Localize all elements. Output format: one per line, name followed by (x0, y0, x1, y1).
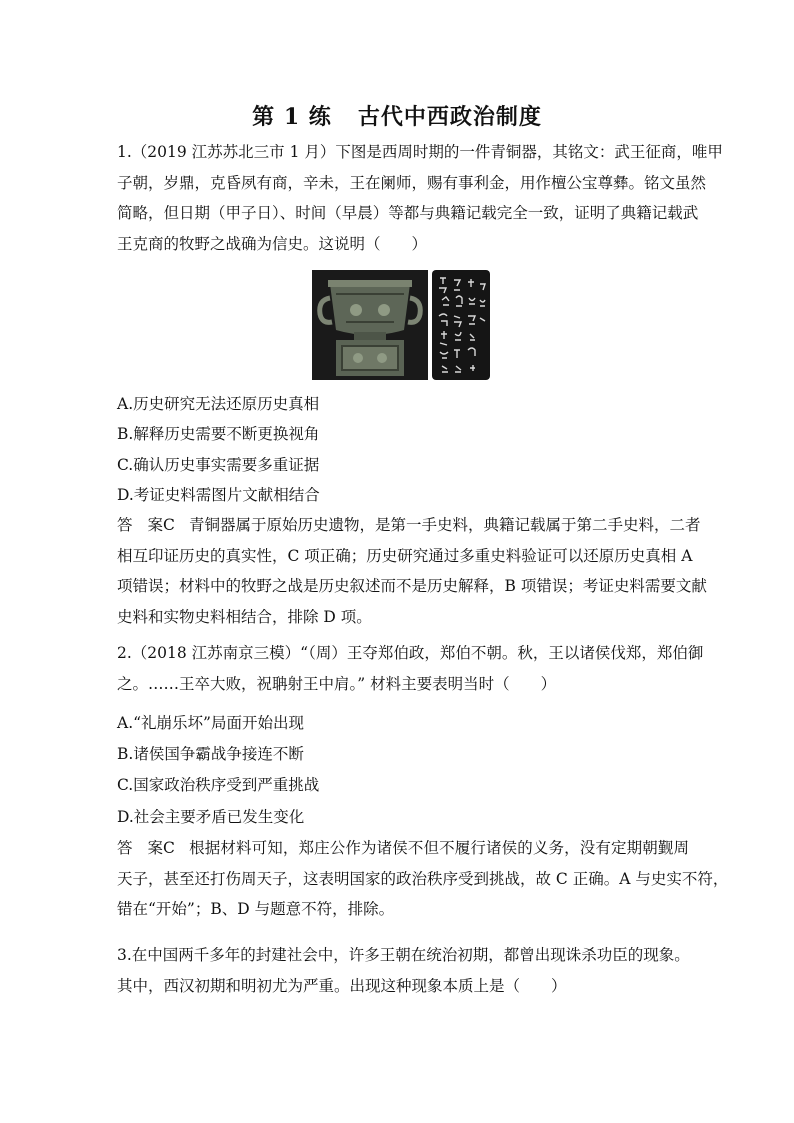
q1-stem-line: 简略，但日期（甲子日）、时间（早晨）等都与典籍记载完全一致，证明了典籍记载武 (117, 204, 699, 222)
q2-option-d: D.社会主要矛盾已发生变化 (117, 808, 305, 826)
q2-stem-line: 2.（2018 江苏南京三模）“（周）王夺郑伯政，郑伯不朝。秋，王以诸侯伐郑，郑伯御 (117, 644, 704, 662)
bronze-vessel-figure (312, 270, 490, 380)
bronze-vessel-photo (312, 270, 428, 380)
question-2-stem (117, 638, 704, 699)
lesson-number: 第 1 练 (252, 104, 332, 130)
q1-explanation-line: 史料和实物史料相结合，排除 D 项。 (117, 607, 372, 626)
q1-option-a: A.历史研究无法还原历史真相 (117, 395, 320, 413)
q1-stem-line: 1.（2019 江苏苏北三市 1 月）下图是西周时期的一件青铜器，其铭文：武王征商，唯甲 (117, 143, 723, 161)
q1-explanation-line: 项错误；材料中的牧野之战是历史叙述而不是历史解释，B 项错误；考证史料需要文献 (117, 577, 707, 595)
question-1-stem (117, 137, 723, 259)
lesson-topic: 古代中西政治制度 (357, 104, 542, 130)
q1-option-d: D.考证史料需图片文献相结合 (117, 486, 320, 504)
q1-option-b: B.解释历史需要不断更换视角 (117, 425, 320, 443)
q1-answer (117, 510, 707, 632)
q3-stem-line: 3.在中国两千多年的封建社会中，许多王朝在统治初期，都曾出现诛杀功臣的现象。 (117, 946, 690, 964)
q2-option-a: A.“礼崩乐坏”局面开始出现 (117, 714, 304, 732)
q2-option-c: C.国家政治秩序受到严重挑战 (117, 776, 320, 794)
q1-explanation-line: 相互印证历史的真实性，C 项正确；历史研究通过多重史料验证可以还原历史真相 A (117, 546, 693, 565)
q3-stem-line: 其中，西汉初期和明初尤为严重。出现这种现象本质上是（ ） (117, 976, 567, 995)
q1-stem-line: 子朝，岁鼎，克昏夙有商，辛未，王在阑师，赐有事利金，用作檀公宝尊彝。铭文虽然 (117, 173, 707, 192)
q1-stem-line: 王克商的牧野之战确为信史。这说明（ ） (117, 234, 428, 253)
answer-choice: C (163, 516, 175, 534)
question-3-stem (117, 940, 689, 1001)
q2-explanation-line: 天子，甚至还打伤周天子，这表明国家的政治秩序受到挑战，故 C 正确。A 与史实不符， (117, 869, 729, 888)
page-title (0, 100, 794, 131)
q2-explanation-line: 根据材料可知，郑庄公作为诸侯不但不履行诸侯的义务，没有定期朝觐周 (189, 839, 689, 857)
q1-option-c: C.确认历史事实需要多重证据 (117, 456, 320, 474)
q2-explanation-line: 错在“开始”；B、D 与题意不符，排除。 (117, 900, 395, 918)
answer-choice: C (163, 839, 175, 857)
inscription-rubbing (432, 270, 490, 380)
q1-answer-line (117, 510, 701, 541)
q2-option-b: B.诸侯国争霸战争接连不断 (117, 745, 304, 763)
q1-explanation-line: 青铜器属于原始历史遗物，是第一手史料，典籍记载属于第二手史料，二者 (189, 516, 701, 534)
q2-answer (117, 833, 729, 925)
q2-answer-line (117, 833, 689, 864)
q2-stem-line: 之。……王卒大败，祝聃射王中肩。” 材料主要表明当时（ ） (117, 674, 557, 693)
answer-label: 答案 (117, 839, 163, 857)
answer-label: 答案 (117, 516, 163, 534)
